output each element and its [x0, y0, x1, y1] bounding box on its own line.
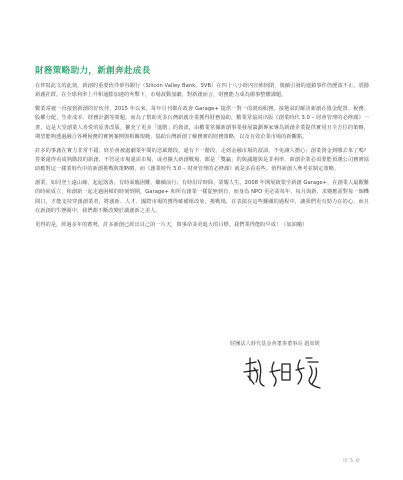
- handwritten-signature: [240, 350, 330, 392]
- paragraph-2: 數業常被一直接到新創的好伙伴，2015 年以來，每年月刊都在政會 Garage+ 提供一對一的諮商服務，接地氣的解決新創在資金配置、稅務、股權分配、生產成本、財務計劃等問題。而為了幫助更多台灣新創企業獲得財務協助，數業常協同出版《創業時代 3.0 – 財會管理的必修課》一書，這是大受創業人喜愛的原書改版，擴充了更多「進階」的資訊，由數業常據新創事業發展籌劃專家專為新創企業提供實用且全方位的策略，期望能夠透過融合各種稅務的實例案例與相關規範，協助台灣新創了解務實的財務策略，以及有效企業市場的新觀點。: [35, 106, 369, 140]
- page-number: 序 5 ©: [343, 459, 361, 464]
- paragraph-1: 在拜寫此文的此刻，新創的重要伙伴矽谷銀行（Silicon Valley Bank，SVB）在四十八小時內宣佈倒閉，後續引發的連鎖事件仍歷波不止，震撼新創社群。在全球利率上升和通膨加速的夾擊下，市場波動加劇，對新創而言，財務能力成為備事整體課題。: [35, 83, 369, 99]
- body-text: [35, 82, 369, 235]
- section-title: 財務策略助力，新創奔赴成長: [35, 66, 151, 76]
- paragraph-4: 創業，如同登上遠山巔，起起落落，有時面臨困難，繼續前行；有時沿岸時除，榮耀人生。2008 年開展啟蒙全新創 Garage+，在創業人最艱難的時候成立，和創新一起走過困頓的時刻到期，Garage+ 和所有創業一樣從無到有，而身為 NPO 更必需每年，每月與新，求變應需對每一個機間口，才能支持穿創創業者，將創新、人才、國際市場的獲得確備組改象，挑戰場，在表演在這些難關的過程中，讓我們更有勁力在的心，而且在新創的生態圈中，我們都不斷改變於調創新之美人。: [35, 180, 369, 215]
- paragraph-3: 許多的事創在實力非常不錯，終於會被處劇業年間的悲風階段，還有下一階段，走到金融市場的波濤，不免讓人擔心；創業資金到哪去來了嗎？答案還得看成熟階段的新創，不管是市場還需市場，或者擴大新創戰場，都是「雙贏」的與議題與是非利率，新創企業必須要能預測公司務實協助應對這一樣業時代中的新創挑戰與策略略。而《創業時代 3.0 – 財會管理的必修課》就是多看看些。值得新創人參考並制定策略。: [35, 147, 369, 173]
- signature-caption: 財團法人時代基金會董事董事長 趙如媛: [230, 341, 320, 347]
- paragraph-5: 更得的是，經過多年的蓄勢，許多新創已經出目己的一片天，與事命並更進大的目標。我們業得能盼早成！（加油哦）: [35, 221, 308, 228]
